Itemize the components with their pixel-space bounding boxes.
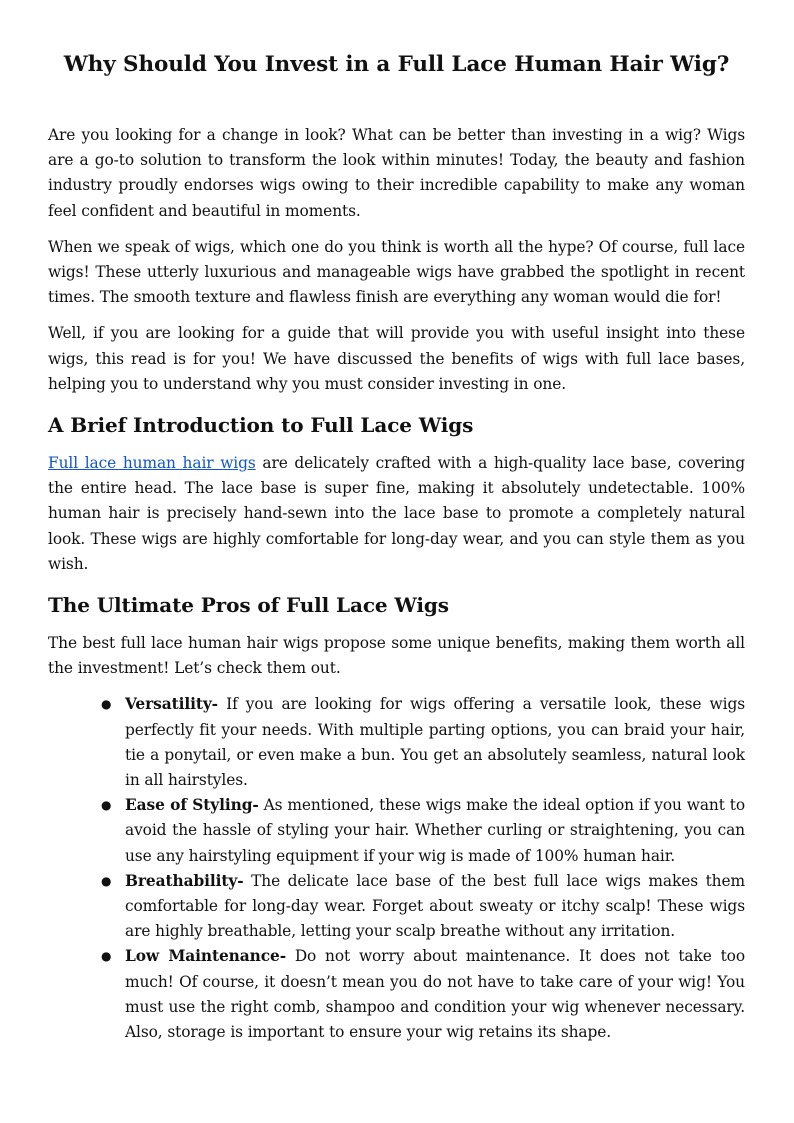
pro-text: As mentioned, these wigs make the ideal option if you want to avoid the hassle of styling your hair. Whether curling or straightening, you can use any hairstyling equipment if your wig is made of 100% human hair.: [125, 796, 745, 865]
bullet-icon: ●: [101, 798, 112, 813]
pro-term-low-maintenance: Low Maintenance-: [125, 947, 286, 966]
document-page: [48, 50, 745, 1045]
intro-paragraph-2: When we speak of wigs, which one do you think is worth all the hype? Of course, full lace wigs! These utterly luxurious and manageable wigs have grabbed the spotlight in recent times. The smooth texture and flawless finish are everything any woman would die for!: [48, 237, 745, 307]
page-title: Why Should You Invest in a Full Lace Human Hair Wig?: [63, 52, 730, 77]
list-item: [101, 793, 745, 869]
bullet-icon: ●: [101, 697, 112, 712]
introduction-paragraph: [48, 451, 745, 577]
section-heading-introduction: A Brief Introduction to Full Lace Wigs: [48, 413, 474, 438]
list-item: [101, 869, 745, 945]
intro-paragraph-1: Are you looking for a change in look? What can be better than investing in a wig? Wigs are a go-to solution to transform the look within minutes! Today, the beauty and fashion industry proudly endorses wigs owing to their incredible capability to make any woman feel confident and beautiful in moments.: [48, 126, 745, 220]
list-item: [101, 692, 745, 793]
pro-text: Do not worry about maintenance. It does not take too much! Of course, it doesn’t mean you do not have to take care of your wig! You must use the right comb, shampoo and condition your wig whenever necessary. Also, storage is important to ensure your wig retains its shape.: [125, 947, 745, 1042]
pro-term-ease-of-styling: Ease of Styling-: [125, 796, 259, 815]
pro-text: If you are looking for wigs offering a versatile look, these wigs perfectly fit your needs. With multiple parting options, you can braid your hair, tie a ponytail, or even make a bun. You get an absolutely seamless, natural look in all hairstyles.: [125, 695, 745, 790]
section-heading-pros: The Ultimate Pros of Full Lace Wigs: [48, 593, 449, 618]
bullet-icon: ●: [101, 873, 112, 888]
pro-term-breathability: Breathability-: [125, 871, 244, 890]
pro-term-versatility: Versatility-: [125, 695, 218, 714]
pros-intro-paragraph: The best full lace human hair wigs propose some unique benefits, making them worth all the investment! Let’s check them out.: [48, 634, 745, 678]
pros-list: [48, 692, 745, 1045]
pro-text: The delicate lace base of the best full lace wigs makes them comfortable for long-day wear. Forget about sweaty or itchy scalp! These wigs are highly breathable, letting your scalp breathe without any irritation.: [125, 871, 745, 941]
introduction-paragraph-text: are delicately crafted with a high-quality lace base, covering the entire head. The lace base is super fine, making it absolutely undetectable. 100% human hair is precisely hand-sewn into the lace base to promote a completely natural look. These wigs are highly comfortable for long-day wear, and you can style them as you wish.: [48, 454, 745, 573]
full-lace-wigs-link[interactable]: Full lace human hair wigs: [48, 454, 256, 473]
intro-paragraph-3: Well, if you are looking for a guide that will provide you with useful insight into these wigs, this read is for you! We have discussed the benefits of wigs with full lace bases, helping you to understand why you must consider investing in one.: [48, 324, 745, 393]
list-item: [101, 944, 745, 1045]
bullet-icon: ●: [101, 949, 112, 964]
